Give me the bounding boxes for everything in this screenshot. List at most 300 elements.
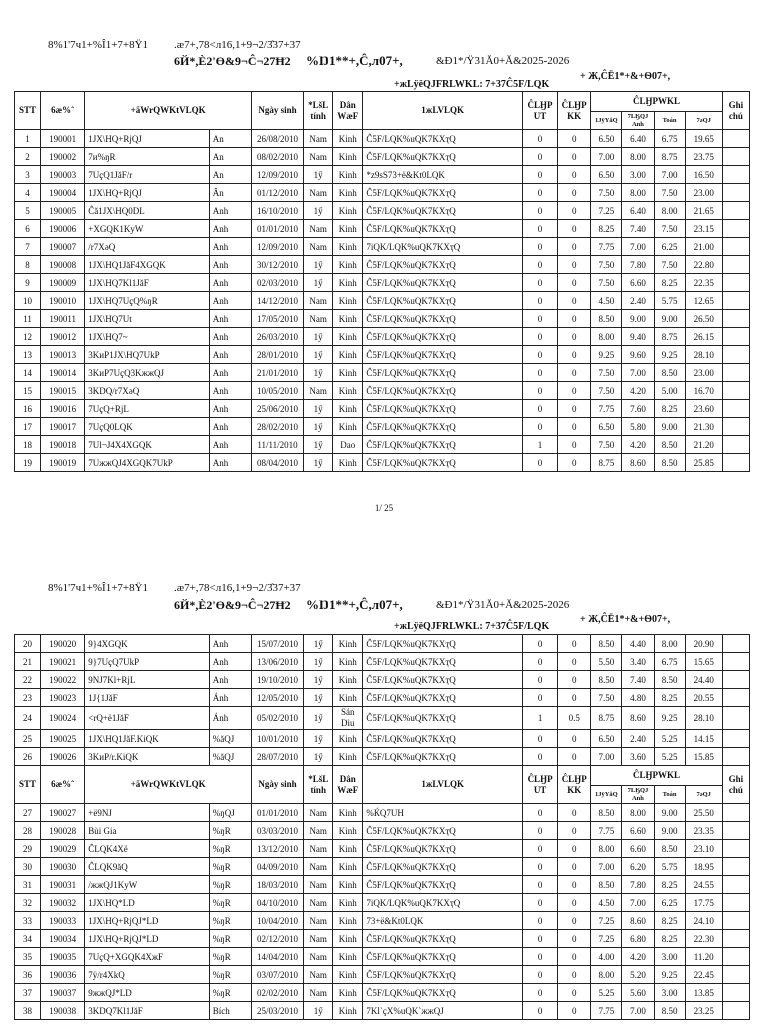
row-total: 16.50 xyxy=(685,166,722,184)
row-gender: 1ӳ xyxy=(304,653,333,671)
row-stt: 35 xyxy=(15,948,41,966)
table-row xyxy=(15,166,750,184)
row-incentive: 0 xyxy=(558,148,591,166)
row-last-name: 1JX\HQ+RjQJ xyxy=(85,184,210,202)
row-note xyxy=(722,454,749,472)
col-literature: 1JÿYăQ xyxy=(591,786,622,804)
row-incentive: 0 xyxy=(558,274,591,292)
row-incentive: 0 xyxy=(558,202,591,220)
table-row xyxy=(15,840,750,858)
row-first-name: Anh xyxy=(209,238,251,256)
row-total: 26.50 xyxy=(685,310,722,328)
row-code: 190007 xyxy=(41,238,85,256)
table-row xyxy=(15,346,750,364)
row-last-name: 1JX\HQ7Kl1JăF xyxy=(85,274,210,292)
row-priority: 0 xyxy=(522,220,557,238)
row-school: Ĉ5F/LQK%uQK7KXҭQ xyxy=(363,220,523,238)
row-priority: 0 xyxy=(522,346,557,364)
row-school: Ĉ5F/LQK%uQK7KXҭQ xyxy=(363,635,523,653)
row-gender: Nam xyxy=(304,220,333,238)
row-english: 5.60 xyxy=(622,984,654,1002)
row-last-name: 3KDQ7Kl1JăF xyxy=(85,1002,210,1020)
col-math: Toán xyxy=(654,112,685,130)
row-first-name: Anh xyxy=(209,328,251,346)
row-incentive: 0 xyxy=(558,948,591,966)
row-english: 7.00 xyxy=(622,364,654,382)
row-literature: 8.75 xyxy=(591,707,622,730)
row-gender: 1ӳ xyxy=(304,400,333,418)
results-table-page1 xyxy=(14,91,750,472)
row-incentive: 0 xyxy=(558,876,591,894)
row-stt: 28 xyxy=(15,822,41,840)
table-row xyxy=(15,292,750,310)
row-total: 14.15 xyxy=(685,730,722,748)
row-total: 24.10 xyxy=(685,912,722,930)
row-code: 190015 xyxy=(41,382,85,400)
row-english: 8.00 xyxy=(622,184,654,202)
row-priority: 0 xyxy=(523,894,558,912)
row-first-name: Ánh xyxy=(209,707,251,730)
row-code: 190013 xyxy=(41,346,85,364)
row-gender: Nam xyxy=(304,382,333,400)
row-stt: 9 xyxy=(15,274,41,292)
row-stt: 3 xyxy=(15,166,41,184)
row-code: 190011 xyxy=(41,310,85,328)
row-code: 190026 xyxy=(41,748,85,766)
row-literature: 5.25 xyxy=(591,984,622,1002)
row-math: 8.75 xyxy=(654,328,685,346)
row-stt: 30 xyxy=(15,858,41,876)
row-gender: 1ӳ xyxy=(304,364,333,382)
row-note xyxy=(722,436,749,454)
row-literature: 9.25 xyxy=(591,346,622,364)
row-code: 190005 xyxy=(41,202,85,220)
row-note xyxy=(722,166,749,184)
row-incentive: 0 xyxy=(558,184,591,202)
row-total: 24.55 xyxy=(685,876,722,894)
row-gender: Nam xyxy=(304,310,333,328)
row-last-name: 9}4XGQK xyxy=(85,635,210,653)
row-note xyxy=(722,876,749,894)
row-code: 190030 xyxy=(41,858,85,876)
table-row xyxy=(15,822,750,840)
row-school: Ĉ5F/LQK%uQK7KXҭQ xyxy=(363,984,523,1002)
row-literature: 8.50 xyxy=(591,310,622,328)
row-dob: 01/01/2010 xyxy=(251,220,303,238)
row-math: 6.25 xyxy=(654,894,685,912)
row-gender: Nam xyxy=(304,930,333,948)
row-english: 5.80 xyxy=(622,418,654,436)
row-dob: 26/03/2010 xyxy=(251,328,303,346)
row-priority: 0 xyxy=(522,130,557,148)
row-dob: 25/03/2010 xyxy=(251,1002,303,1020)
row-english: 6.80 xyxy=(622,930,654,948)
row-last-name: +XGQK1KуW xyxy=(85,220,210,238)
table-row xyxy=(15,256,750,274)
row-last-name: 1JX\HQ7~ xyxy=(85,328,210,346)
row-math: 6.25 xyxy=(654,238,685,256)
row-english: 8.00 xyxy=(622,804,654,822)
row-code: 190029 xyxy=(41,840,85,858)
row-english: 7.00 xyxy=(622,894,654,912)
row-dob: 17/05/2010 xyxy=(251,310,303,328)
col-dob: Ngày sinh xyxy=(251,92,303,130)
row-school: Ĉ5F/LQK%uQK7KXҭQ xyxy=(363,671,523,689)
table-row xyxy=(15,148,750,166)
row-ethnic: Kinh xyxy=(333,364,363,382)
row-school: 7iQK/LQK%uQK7KXҭQ xyxy=(363,238,523,256)
row-note xyxy=(722,382,749,400)
row-note xyxy=(722,966,749,984)
row-priority: 0 xyxy=(522,256,557,274)
col-note: Ghi chú xyxy=(722,766,749,804)
row-last-name: 1J{1JăF xyxy=(85,689,210,707)
row-gender: 1ӳ xyxy=(304,454,333,472)
row-first-name: Ánh xyxy=(209,689,251,707)
row-literature: 6.50 xyxy=(591,730,622,748)
row-literature: 7.50 xyxy=(591,382,622,400)
row-ethnic: Kinh xyxy=(333,858,363,876)
col-ethnic: Dân WæF xyxy=(333,92,363,130)
row-first-name: Anh xyxy=(209,653,251,671)
row-incentive: 0 xyxy=(558,804,591,822)
row-math: 6.75 xyxy=(654,653,685,671)
row-note xyxy=(722,730,749,748)
row-last-name: 9жжQJ*LD xyxy=(85,984,210,1002)
row-dob: 08/02/2010 xyxy=(251,148,303,166)
row-english: 3.00 xyxy=(622,166,654,184)
row-total: 23.75 xyxy=(685,148,722,166)
row-total: 15.85 xyxy=(685,748,722,766)
row-incentive: 0 xyxy=(558,858,591,876)
row-ethnic: Kinh xyxy=(333,894,363,912)
row-total: 20.90 xyxy=(685,635,722,653)
row-literature: 7.25 xyxy=(591,930,622,948)
row-stt: 33 xyxy=(15,912,41,930)
row-dob: 14/04/2010 xyxy=(251,948,303,966)
row-priority: 0 xyxy=(522,148,557,166)
row-math: 8.25 xyxy=(654,876,685,894)
row-math: 9.00 xyxy=(654,310,685,328)
row-literature: 7.00 xyxy=(591,858,622,876)
row-first-name: Bích xyxy=(209,1002,251,1020)
row-note xyxy=(722,912,749,930)
row-note xyxy=(722,930,749,948)
row-math: 8.25 xyxy=(654,400,685,418)
row-gender: 1ӳ xyxy=(304,707,333,730)
row-code: 190001 xyxy=(41,130,85,148)
row-gender: Nam xyxy=(304,238,333,256)
row-first-name: Ân xyxy=(209,184,251,202)
row-first-name: An xyxy=(209,166,251,184)
row-math: 5.00 xyxy=(654,382,685,400)
row-note xyxy=(722,184,749,202)
row-incentive: 0 xyxy=(558,166,591,184)
col-incentive: ĈLӇP KK xyxy=(558,92,591,130)
row-first-name: %ăQJ xyxy=(209,748,251,766)
table-row xyxy=(15,220,750,238)
row-priority: 1 xyxy=(522,436,557,454)
row-priority: 0 xyxy=(523,635,558,653)
row-first-name: Anh xyxy=(209,400,251,418)
row-first-name: %ŋR xyxy=(209,822,251,840)
row-incentive: 0 xyxy=(558,1002,591,1020)
row-note xyxy=(722,840,749,858)
row-note xyxy=(722,310,749,328)
row-literature: 6.50 xyxy=(591,166,622,184)
row-priority: 0 xyxy=(523,822,558,840)
row-code: 190038 xyxy=(41,1002,85,1020)
row-total: 15.65 xyxy=(685,653,722,671)
row-first-name: Anh xyxy=(209,202,251,220)
row-code: 190009 xyxy=(41,274,85,292)
row-literature: 8.00 xyxy=(591,328,622,346)
row-literature: 7.25 xyxy=(591,202,622,220)
row-code: 190008 xyxy=(41,256,85,274)
row-priority: 0 xyxy=(523,804,558,822)
row-english: 4.20 xyxy=(622,382,654,400)
row-gender: Nam xyxy=(304,858,333,876)
row-stt: 8 xyxy=(15,256,41,274)
row-priority: 0 xyxy=(522,400,557,418)
row-first-name: %ŋQJ xyxy=(209,804,251,822)
table-row xyxy=(15,966,750,984)
row-english: 7.80 xyxy=(622,876,654,894)
row-code: 190032 xyxy=(41,894,85,912)
row-ethnic: Dao xyxy=(333,436,363,454)
col-scores-group: ĈLӇPWKL xyxy=(591,766,723,786)
col-code: 6æ%ˆ xyxy=(41,92,85,130)
row-incentive: 0 xyxy=(558,382,591,400)
row-incentive: 0 xyxy=(558,930,591,948)
row-ethnic: Kinh xyxy=(333,1002,363,1020)
row-english: 4.20 xyxy=(622,948,654,966)
row-first-name: %ŋR xyxy=(209,912,251,930)
row-literature: 8.00 xyxy=(591,966,622,984)
row-ethnic: Kinh xyxy=(333,804,363,822)
col-gender: *LšL tính xyxy=(304,766,333,804)
row-math: 7.00 xyxy=(654,166,685,184)
row-gender: 1ӳ xyxy=(304,436,333,454)
row-last-name: 3KиP/r.KiQK xyxy=(85,748,210,766)
authority-line2: 6Й*,È2'Ө&9¬Ĉ¬27Ħ2 xyxy=(174,54,291,68)
row-last-name: 7и%ŋR xyxy=(85,148,210,166)
row-last-name: /жжQJ1KуW xyxy=(85,876,210,894)
row-note xyxy=(722,256,749,274)
row-stt: 2 xyxy=(15,148,41,166)
row-first-name: Anh xyxy=(209,635,251,653)
row-incentive: 0 xyxy=(558,454,591,472)
right-note: + Ж,ĈË1*+&+Ѳ07+, xyxy=(580,71,671,82)
row-priority: 0 xyxy=(523,948,558,966)
table-body-page2-a xyxy=(15,635,750,766)
col-total: 7әQJ xyxy=(685,112,722,130)
row-incentive: 0.5 xyxy=(558,707,591,730)
row-code: 190025 xyxy=(41,730,85,748)
row-stt: 20 xyxy=(15,635,41,653)
row-dob: 13/12/2010 xyxy=(251,840,303,858)
row-note xyxy=(722,202,749,220)
row-math: 5.25 xyxy=(654,730,685,748)
row-last-name: 3KиP7UҫQ3KжжQJ xyxy=(85,364,210,382)
row-incentive: 0 xyxy=(558,400,591,418)
row-last-name: 3KиP1JX\HQ7UkP xyxy=(85,346,210,364)
row-dob: 04/09/2010 xyxy=(251,858,303,876)
row-last-name: 1JX\HQ1JăF4XGQK xyxy=(85,256,210,274)
row-note xyxy=(722,671,749,689)
col-stt: STT xyxy=(15,92,41,130)
row-literature: 7.75 xyxy=(591,400,622,418)
row-stt: 4 xyxy=(15,184,41,202)
row-first-name: Anh xyxy=(209,436,251,454)
school-year: &Đ1*/Ÿ31Ă0+Ă&2025-2026 xyxy=(436,55,570,67)
col-total: 7әQJ xyxy=(685,786,722,804)
row-total: 11.20 xyxy=(685,948,722,966)
row-total: 22.35 xyxy=(685,274,722,292)
row-priority: 0 xyxy=(522,184,557,202)
row-gender: Nam xyxy=(304,804,333,822)
col-literature: 1JÿYăQ xyxy=(591,112,622,130)
row-math: 9.25 xyxy=(654,707,685,730)
table-row xyxy=(15,184,750,202)
row-first-name: %ăQJ xyxy=(209,730,251,748)
row-code: 190028 xyxy=(41,822,85,840)
row-english: 8.60 xyxy=(622,707,654,730)
row-gender: 1ӳ xyxy=(304,202,333,220)
row-stt: 18 xyxy=(15,436,41,454)
row-english: 4.20 xyxy=(622,436,654,454)
results-table-page2 xyxy=(14,634,750,1020)
row-dob: 26/08/2010 xyxy=(251,130,303,148)
row-stt: 23 xyxy=(15,689,41,707)
row-stt: 10 xyxy=(15,292,41,310)
row-gender: 1ӳ xyxy=(304,166,333,184)
row-ethnic: Kinh xyxy=(333,748,363,766)
row-literature: 8.50 xyxy=(591,635,622,653)
authority-line1: 8%1'7ч1+%Î1+7+8Ÿ1 xyxy=(48,582,149,594)
table-row xyxy=(15,930,750,948)
table-row xyxy=(15,653,750,671)
row-priority: 0 xyxy=(523,730,558,748)
row-stt: 22 xyxy=(15,671,41,689)
row-note xyxy=(722,148,749,166)
row-note xyxy=(722,707,749,730)
row-ethnic: Kinh xyxy=(333,454,363,472)
row-math: 8.50 xyxy=(654,1002,685,1020)
row-note xyxy=(722,364,749,382)
row-ethnic: Kinh xyxy=(333,346,363,364)
row-first-name: %ŋR xyxy=(209,984,251,1002)
row-last-name: 7UжжQJ4XGQK7UkP xyxy=(85,454,210,472)
row-english: 9.60 xyxy=(622,346,654,364)
row-note xyxy=(722,804,749,822)
col-english: 7LӃQJ Anh xyxy=(622,112,654,130)
authority-line2: 6Й*,È2'Ө&9¬Ĉ¬27Ħ2 xyxy=(174,598,291,612)
row-literature: 8.25 xyxy=(591,220,622,238)
row-code: 190019 xyxy=(41,454,85,472)
repeated-header xyxy=(15,766,750,804)
row-ethnic: Kinh xyxy=(333,730,363,748)
row-last-name: 1JX\HQ+RjQJ*LD xyxy=(85,930,210,948)
row-priority: 0 xyxy=(522,166,557,184)
row-english: 7.40 xyxy=(622,220,654,238)
document-subtitle: +жLÿëQJFRLWKL: 7+37Ĉ5F/LQK xyxy=(394,621,550,632)
row-note xyxy=(722,274,749,292)
row-school: Ĉ5F/LQK%uQK7KXҭQ xyxy=(363,454,523,472)
row-literature: 8.50 xyxy=(591,876,622,894)
row-total: 25.85 xyxy=(685,454,722,472)
row-math: 8.75 xyxy=(654,148,685,166)
row-school: Ĉ5F/LQK%uQK7KXҭQ xyxy=(363,653,523,671)
row-incentive: 0 xyxy=(558,292,591,310)
row-last-name: 9}7UҫQ7UkP xyxy=(85,653,210,671)
table-row xyxy=(15,274,750,292)
row-stt: 14 xyxy=(15,364,41,382)
row-last-name: 3KDQ/r7XәQ xyxy=(85,382,210,400)
row-incentive: 0 xyxy=(558,689,591,707)
row-ethnic: Kinh xyxy=(333,238,363,256)
row-math: 9.25 xyxy=(654,346,685,364)
table-row xyxy=(15,310,750,328)
row-incentive: 0 xyxy=(558,220,591,238)
row-dob: 03/07/2010 xyxy=(251,966,303,984)
row-total: 25.50 xyxy=(685,804,722,822)
row-priority: 0 xyxy=(523,653,558,671)
row-last-name: 7UҫQ1JăF/r xyxy=(85,166,210,184)
row-total: 21.20 xyxy=(685,436,722,454)
page-number: 1/ 25 xyxy=(374,503,394,513)
row-priority: 0 xyxy=(522,418,557,436)
row-total: 26.15 xyxy=(685,328,722,346)
row-ethnic: Kinh xyxy=(333,948,363,966)
row-code: 190035 xyxy=(41,948,85,966)
row-priority: 0 xyxy=(523,748,558,766)
row-stt: 29 xyxy=(15,840,41,858)
row-literature: 4.50 xyxy=(591,292,622,310)
row-stt: 1 xyxy=(15,130,41,148)
row-school: Ĉ5F/LQK%uQK7KXҭQ xyxy=(363,310,523,328)
row-code: 190018 xyxy=(41,436,85,454)
row-incentive: 0 xyxy=(558,635,591,653)
row-school: Ĉ5F/LQK%uQK7KXҭQ xyxy=(363,274,523,292)
row-last-name: +ё9NJ xyxy=(85,804,210,822)
row-code: 190014 xyxy=(41,364,85,382)
row-last-name: /r7XәQ xyxy=(85,238,210,256)
row-total: 23.35 xyxy=(685,822,722,840)
row-literature: 7.75 xyxy=(591,238,622,256)
row-school: Ĉ5F/LQK%uQK7KXҭQ xyxy=(363,130,523,148)
row-code: 190027 xyxy=(41,804,85,822)
row-total: 16.70 xyxy=(685,382,722,400)
row-ethnic: Kinh xyxy=(333,148,363,166)
row-last-name: 1JX\HQ7Ut xyxy=(85,310,210,328)
row-code: 190002 xyxy=(41,148,85,166)
row-english: 6.60 xyxy=(622,274,654,292)
row-math: 8.00 xyxy=(654,202,685,220)
table-row xyxy=(15,382,750,400)
row-stt: 6 xyxy=(15,220,41,238)
row-total: 21.00 xyxy=(685,238,722,256)
row-literature: 4.50 xyxy=(591,894,622,912)
row-math: 8.50 xyxy=(654,436,685,454)
row-priority: 0 xyxy=(523,966,558,984)
row-dob: 19/10/2010 xyxy=(251,671,303,689)
row-incentive: 0 xyxy=(558,840,591,858)
col-name: +ãWrQWKtVLQK xyxy=(85,92,252,130)
row-english: 2.40 xyxy=(622,292,654,310)
row-total: 18.95 xyxy=(685,858,722,876)
row-gender: Nam xyxy=(304,948,333,966)
